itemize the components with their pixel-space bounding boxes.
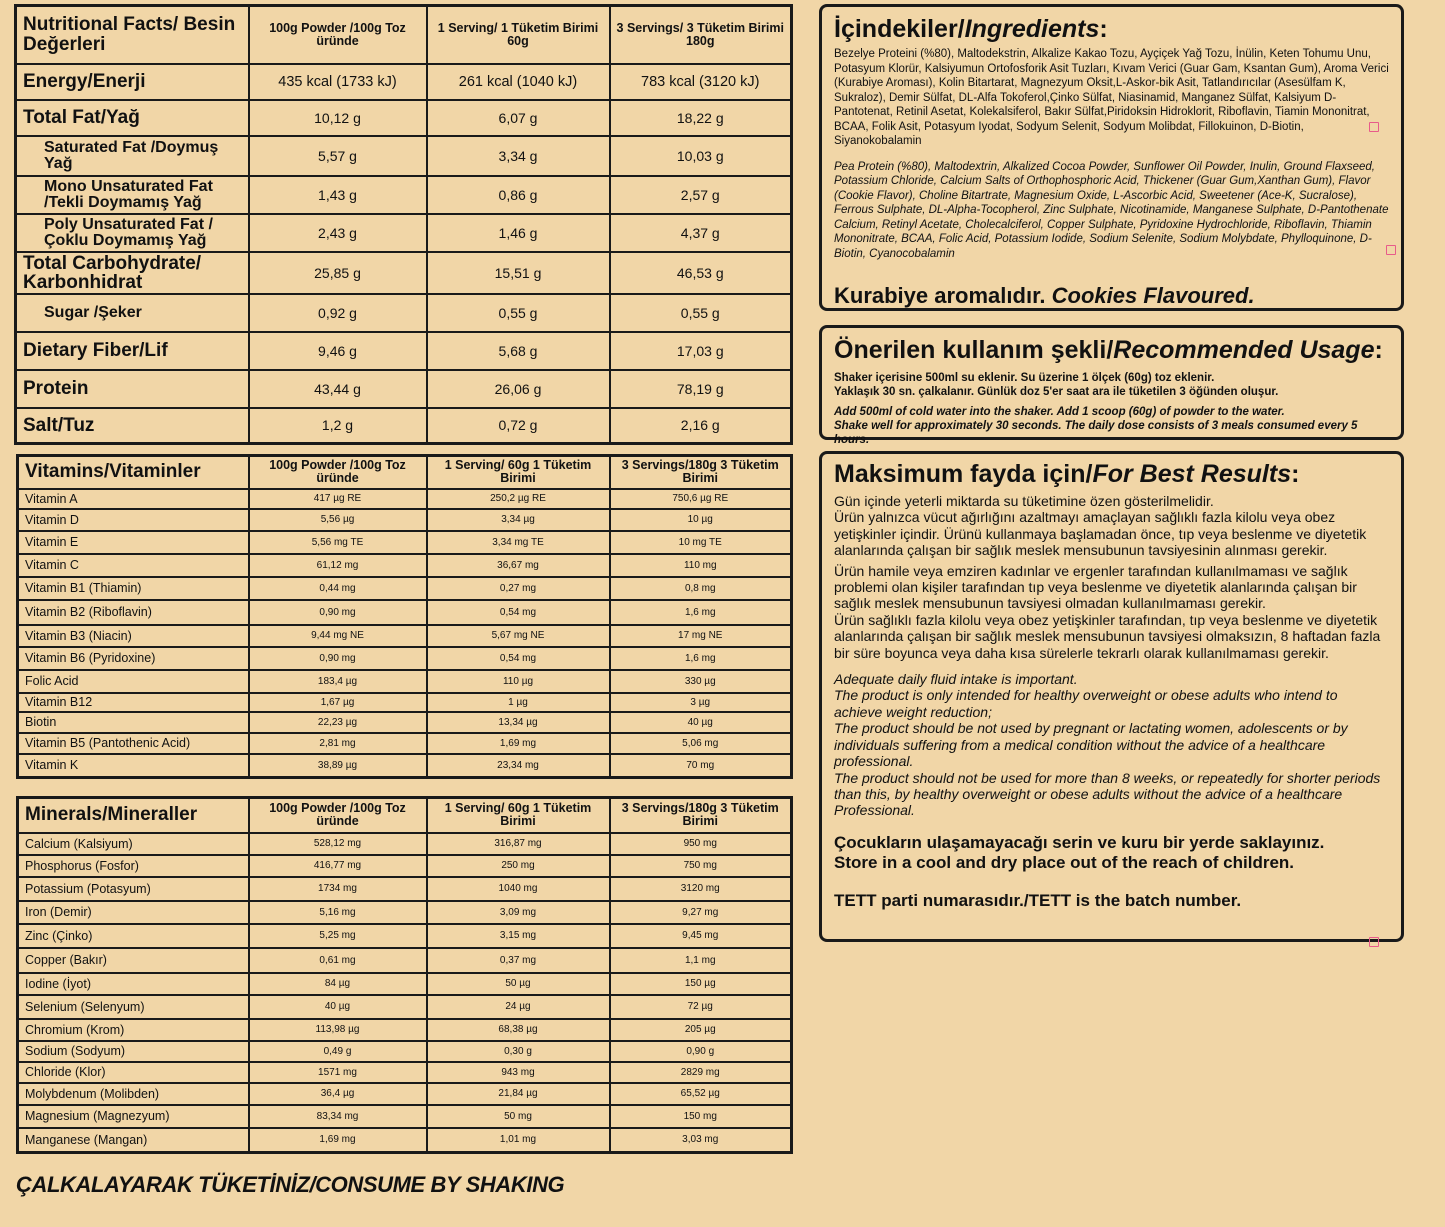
best-title-colon: : xyxy=(1291,460,1300,488)
row-label: Energy/Enerji xyxy=(16,64,249,100)
row-value: 1,69 mg xyxy=(249,1128,427,1153)
row-value: 5,56 mg TE xyxy=(249,531,427,554)
table-row xyxy=(18,1019,792,1041)
table-row xyxy=(18,554,792,577)
row-value: 65,52 µg xyxy=(610,1083,792,1105)
row-value: 1,6 mg xyxy=(610,600,792,625)
best-en-p3: The product should be not used by pregnant or lactating women, adolescents or by individuals suffering from a medical condition without the advice of a healthcare professional. xyxy=(834,720,1348,770)
row-value: 205 µg xyxy=(610,1019,792,1041)
marker-icon xyxy=(1369,122,1379,132)
table-row xyxy=(18,600,792,625)
row-value: 3,34 µg xyxy=(427,509,610,531)
row-label: Sodium (Sodyum) xyxy=(18,1041,249,1062)
row-value: 2,81 mg xyxy=(249,733,427,754)
row-value: 38,89 µg xyxy=(249,754,427,778)
row-value: 36,67 mg xyxy=(427,554,610,577)
table-row xyxy=(18,1128,792,1153)
row-value: 17 mg NE xyxy=(610,625,792,647)
row-value: 61,12 mg xyxy=(249,554,427,577)
row-value: 50 mg xyxy=(427,1105,610,1128)
row-label: Chloride (Klor) xyxy=(18,1062,249,1083)
row-value: 5,56 µg xyxy=(249,509,427,531)
minerals-table xyxy=(16,796,793,1154)
row-value: 83,34 mg xyxy=(249,1105,427,1128)
row-value: 68,38 µg xyxy=(427,1019,610,1041)
minerals-header-3servings: 3 Servings/180g 3 Tüketim Birimi xyxy=(610,798,792,833)
row-value: 943 mg xyxy=(427,1062,610,1083)
row-value: 84 µg xyxy=(249,973,427,995)
row-value: 9,44 mg NE xyxy=(249,625,427,647)
table-row xyxy=(18,531,792,554)
row-value: 26,06 g xyxy=(427,370,610,408)
ingredients-title-tr: İçindekiler/ xyxy=(834,15,965,43)
row-label: Vitamin A xyxy=(18,489,249,509)
row-value: 150 µg xyxy=(610,973,792,995)
usage-title-colon: : xyxy=(1374,336,1383,364)
row-label: Selenium (Selenyum) xyxy=(18,995,249,1019)
usage-box xyxy=(819,325,1404,446)
row-value: 183,4 µg xyxy=(249,670,427,693)
row-label: Iodine (İyot) xyxy=(18,973,249,995)
row-label: Total Fat/Yağ xyxy=(16,100,249,136)
row-label: Vitamin C xyxy=(18,554,249,577)
storage-en: Store in a cool and dry place out of the reach of children. xyxy=(834,852,1295,872)
row-value: 3 µg xyxy=(610,693,792,712)
row-value: 40 µg xyxy=(249,995,427,1019)
best-title-tr: Maksimum fayda için/ xyxy=(834,460,1093,488)
table-row xyxy=(16,176,792,214)
row-value: 15,51 g xyxy=(427,252,610,294)
usage-en-line-2: Shake well for approximately 30 seconds. The daily dose consists of 3 meals consumed every 5 hours. xyxy=(834,420,1358,446)
row-value: 25,85 g xyxy=(249,252,427,294)
table-row xyxy=(16,136,792,176)
best-results-box xyxy=(819,451,1404,942)
table-row xyxy=(18,489,792,509)
row-value: 13,34 µg xyxy=(427,712,610,733)
table-row xyxy=(16,332,792,370)
table-row xyxy=(18,901,792,924)
usage-tr-line-2: Yaklaşık 30 sn. çalkalanır. Günlük doz 5'er saat ara ile tüketilen 3 öğünden oluşur. xyxy=(834,386,1279,398)
row-value: 1,67 µg xyxy=(249,693,427,712)
row-label: Calcium (Kalsiyum) xyxy=(18,833,249,855)
row-value: 750 mg xyxy=(610,855,792,877)
row-value: 1571 mg xyxy=(249,1062,427,1083)
table-row xyxy=(18,833,792,855)
table-row xyxy=(18,1062,792,1083)
row-value: 150 mg xyxy=(610,1105,792,1128)
row-label: Vitamin K xyxy=(18,754,249,778)
vitamins-header-serving: 1 Serving/ 60g 1 Tüketim Birimi xyxy=(427,456,610,489)
row-value: 5,68 g xyxy=(427,332,610,370)
vitamins-header-100g: 100g Powder /100g Toz üründe xyxy=(249,456,427,489)
row-label: Vitamin E xyxy=(18,531,249,554)
marker-icon xyxy=(1369,937,1379,947)
row-value: 9,45 mg xyxy=(610,924,792,948)
best-tr-p2: Ürün yalnızca vücut ağırlığını azaltmayı amaçlayan sağlıklı fazla kilolu veya obez yetişkinler içindir. Ürünü kullanmaya başlamadan önce, tıp veya beslenme ve diyetetik alanlarında çalışan bir sağlık meslek mensubunun tavsiyesinin alınması gerekir. xyxy=(834,509,1367,559)
row-label: Vitamin B2 (Riboflavin) xyxy=(18,600,249,625)
row-value: 110 mg xyxy=(610,554,792,577)
row-value: 783 kcal (3120 kJ) xyxy=(610,64,792,100)
nutrition-header-serving: 1 Serving/ 1 Tüketim Birimi 60g xyxy=(427,6,610,64)
nutrition-header-100g: 100g Powder /100g Toz üründe xyxy=(249,6,427,64)
row-value: 0,72 g xyxy=(427,408,610,444)
row-value: 417 µg RE xyxy=(249,489,427,509)
row-value: 0,54 mg xyxy=(427,647,610,670)
row-value: 0,90 g xyxy=(610,1041,792,1062)
row-value: 3,03 mg xyxy=(610,1128,792,1153)
minerals-header-serving: 1 Serving/ 60g 1 Tüketim Birimi xyxy=(427,798,610,833)
row-value: 0,55 g xyxy=(427,294,610,332)
ingredients-title-en: Ingredients xyxy=(964,15,1100,43)
batch-note: TETT parti numarasıdır./TETT is the batch number. xyxy=(834,890,1242,910)
table-row xyxy=(18,948,792,973)
table-row xyxy=(18,995,792,1019)
best-en-p4: The product should not be used for more than 8 weeks, or repeatedly for shorter periods than this, by healthy overweight or obese adults without the advice of a healthcare Professional. xyxy=(834,769,1381,819)
table-row xyxy=(18,509,792,531)
row-value: 3,15 mg xyxy=(427,924,610,948)
minerals-header-label: Minerals/Mineraller xyxy=(18,798,249,833)
row-value: 3,09 mg xyxy=(427,901,610,924)
table-row xyxy=(18,754,792,778)
ingredients-title xyxy=(834,15,1389,44)
table-row xyxy=(18,877,792,901)
table-row xyxy=(18,855,792,877)
row-value: 6,07 g xyxy=(427,100,610,136)
vitamins-table xyxy=(16,454,793,779)
row-value: 72 µg xyxy=(610,995,792,1019)
best-tr-p3: Ürün hamile veya emziren kadınlar ve ergenler tarafından kullanılmaması ve sağlık problemi olan kişiler tarafından tıp veya beslenme ve diyetetik alanlarında çalışan bir sağlık meslek mensubunun tavsiyesi olmadan kullanılmaması gerekir. xyxy=(834,562,1357,612)
marker-icon xyxy=(1386,245,1396,255)
row-value: 21,84 µg xyxy=(427,1083,610,1105)
storage-note xyxy=(834,833,1389,873)
best-en-p1: Adequate daily fluid intake is important. xyxy=(834,671,1078,688)
row-label: Protein xyxy=(16,370,249,408)
flavour-tr: Kurabiye aromalıdır. xyxy=(834,283,1052,308)
row-value: 110 µg xyxy=(427,670,610,693)
table-row xyxy=(18,1083,792,1105)
table-row xyxy=(16,64,792,100)
row-label: Manganese (Mangan) xyxy=(18,1128,249,1153)
row-value: 1,46 g xyxy=(427,214,610,252)
row-label: Total Carbohydrate/ Karbonhidrat xyxy=(16,252,249,294)
row-value: 3,34 mg TE xyxy=(427,531,610,554)
row-value: 0,92 g xyxy=(249,294,427,332)
row-label: Vitamin B1 (Thiamin) xyxy=(18,577,249,600)
row-value: 0,8 mg xyxy=(610,577,792,600)
flavour-en: Cookies Flavoured. xyxy=(1051,283,1255,308)
row-value: 750,6 µg RE xyxy=(610,489,792,509)
row-value: 0,27 mg xyxy=(427,577,610,600)
usage-title-tr: Önerilen kullanım şekli/ xyxy=(834,336,1114,364)
row-value: 4,37 g xyxy=(610,214,792,252)
row-label: Sugar /Şeker xyxy=(16,294,249,332)
usage-tr-line-1: Shaker içerisine 500ml su eklenir. Su üzerine 1 ölçek (60g) toz eklenir. xyxy=(834,372,1215,384)
best-tr-p1: Gün içinde yeterli miktarda su tüketimine özen gösterilmelidir. xyxy=(834,493,1214,509)
row-value: 9,46 g xyxy=(249,332,427,370)
table-row xyxy=(18,924,792,948)
table-row xyxy=(18,625,792,647)
row-label: Dietary Fiber/Lif xyxy=(16,332,249,370)
row-label: Saturated Fat /Doymuş Yağ xyxy=(16,136,249,176)
table-row xyxy=(16,294,792,332)
table-row xyxy=(18,733,792,754)
row-value: 528,12 mg xyxy=(249,833,427,855)
table-row xyxy=(18,1041,792,1062)
row-value: 10 µg xyxy=(610,509,792,531)
row-value: 1,1 mg xyxy=(610,948,792,973)
row-label: Magnesium (Magnezyum) xyxy=(18,1105,249,1128)
row-value: 23,34 mg xyxy=(427,754,610,778)
row-value: 18,22 g xyxy=(610,100,792,136)
row-value: 0,61 mg xyxy=(249,948,427,973)
row-value: 1,6 mg xyxy=(610,647,792,670)
row-value: 2,16 g xyxy=(610,408,792,444)
row-value: 316,87 mg xyxy=(427,833,610,855)
row-value: 40 µg xyxy=(610,712,792,733)
row-value: 435 kcal (1733 kJ) xyxy=(249,64,427,100)
row-value: 250 mg xyxy=(427,855,610,877)
row-label: Iron (Demir) xyxy=(18,901,249,924)
ingredients-text-tr: Bezelye Proteini (%80), Maltodekstrin, Alkalize Kakao Tozu, Ayçiçek Yağ Tozu, İnülin, Keten Tohumu Unu, Potasyum Klorür, Kalsiyumun Ortofosforik Asit Tuzları, Kıvam Verici (Guar Gam, Ksantan Gum), Aroma Verici (Kurabiye Aroması), Kolin Bitartarat, Magnezyum Oksit,L-Askor-bik Asit, Tatlandırıcılar (Asesülfam K, Sukraloz), Demir Sülfat, DL-Alfa Tokoferol,Çinko Sülfat, Niasinamid, Manganez Sülfat, Kalsiyum D-Pantotenat, Retinil Asetat, Kolekalsiferol, Bakır Sülfat,Piridoksin Hidroklorit, Riboflavin, Tiamin Mononitrat, BCAA, Folik Asit, Potasyum Iyodat, Sodyum Selenit, Sodyum Molibdat, Fillokuinon, D-Biotin, Siyanokobalamin xyxy=(834,48,1389,147)
row-value: 5,57 g xyxy=(249,136,427,176)
row-label: Mono Unsaturated Fat /Tekli Doymamış Yağ xyxy=(16,176,249,214)
table-row xyxy=(18,712,792,733)
row-value: 113,98 µg xyxy=(249,1019,427,1041)
row-label: Vitamin B6 (Pyridoxine) xyxy=(18,647,249,670)
minerals-header-100g: 100g Powder /100g Toz üründe xyxy=(249,798,427,833)
table-row xyxy=(18,693,792,712)
nutrition-header-label: Nutritional Facts/ Besin Değerleri xyxy=(16,6,249,64)
row-value: 10,03 g xyxy=(610,136,792,176)
row-label: Salt/Tuz xyxy=(16,408,249,444)
ingredients-text-en: Pea Protein (%80), Maltodextrin, Alkalized Cocoa Powder, Sunflower Oil Powder, Inulin, Ground Flaxseed, Potassium Chloride, Calcium Salts of Orthophosphoric Acid, Thickener (Guar Gum,Xanthan Gum), Flavor (Cookie Flavor), Choline Bitartrate, Magnesium Oxide, L-Ascorbic Acid, Sweetener (Ace-K, Sucralose), Ferrous Sulphate, DL-Alpha-Tocopherol, Zinc Sulphate, Nicotinamide, Manganese Sulphate, D-Pantothenate Calcium, Retinyl Acetate, Cholecalciferol, Copper Sulphate, Pyridoxine Hydrochloride, Riboflavin, Thiamin Mononitrate, BCAA, Folic Acid, Potassium Iodide, Sodium Selenite, Sodium Molybdate, Phylloquinone, D-Biotin, Cyanocobalamin xyxy=(834,160,1389,260)
table-row xyxy=(16,100,792,136)
usage-en-line-1: Add 500ml of cold water into the shaker. Add 1 scoop (60g) of powder to the water. xyxy=(834,406,1285,418)
row-value: 17,03 g xyxy=(610,332,792,370)
row-value: 2829 mg xyxy=(610,1062,792,1083)
usage-title-en: Recommended Usage xyxy=(1113,336,1375,364)
storage-tr: Çocukların ulaşamayacağı serin ve kuru bir yerde saklayınız. xyxy=(834,832,1325,852)
row-value: 46,53 g xyxy=(610,252,792,294)
row-value: 1,43 g xyxy=(249,176,427,214)
row-value: 0,54 mg xyxy=(427,600,610,625)
footer-instruction: ÇALKALAYARAK TÜKETİNİZ/CONSUME BY SHAKING xyxy=(16,1172,565,1197)
row-value: 78,19 g xyxy=(610,370,792,408)
ingredients-box xyxy=(819,4,1404,311)
row-value: 0,49 g xyxy=(249,1041,427,1062)
ingredients-title-colon: : xyxy=(1099,15,1108,43)
best-en-p2: The product is only intended for healthy overweight or obese adults who intend to achieve weight reduction; xyxy=(834,687,1338,720)
row-label: Molybdenum (Molibden) xyxy=(18,1083,249,1105)
row-label: Phosphorus (Fosfor) xyxy=(18,855,249,877)
row-label: Biotin xyxy=(18,712,249,733)
best-title-en: For Best Results xyxy=(1092,460,1292,488)
row-value: 9,27 mg xyxy=(610,901,792,924)
row-value: 1,01 mg xyxy=(427,1128,610,1153)
table-row xyxy=(16,252,792,294)
row-value: 0,44 mg xyxy=(249,577,427,600)
row-label: Zinc (Çinko) xyxy=(18,924,249,948)
table-row xyxy=(16,370,792,408)
row-label: Copper (Bakır) xyxy=(18,948,249,973)
table-row xyxy=(16,214,792,252)
row-value: 5,16 mg xyxy=(249,901,427,924)
row-value: 10,12 g xyxy=(249,100,427,136)
table-row xyxy=(18,1105,792,1128)
row-value: 5,06 mg xyxy=(610,733,792,754)
row-value: 1040 mg xyxy=(427,877,610,901)
best-tr-p4: Ürün sağlıklı fazla kilolu veya obez yetişkinler tarafından, tıp veya beslenme ve diyetetik alanlarında çalışan bir sağlık meslek mensubunun tavsiyesi olmaksızın, 8 haftadan fazla bir süre boyunca veya daha kısa sürelerle tekrarlı olarak kullanılmaması gerekir. xyxy=(834,611,1381,661)
usage-title xyxy=(834,336,1389,365)
row-value: 43,44 g xyxy=(249,370,427,408)
table-row xyxy=(16,408,792,444)
row-value: 330 µg xyxy=(610,670,792,693)
row-value: 0,37 mg xyxy=(427,948,610,973)
table-row xyxy=(18,670,792,693)
row-value: 3,34 g xyxy=(427,136,610,176)
row-value: 1,69 mg xyxy=(427,733,610,754)
row-value: 2,43 g xyxy=(249,214,427,252)
row-value: 950 mg xyxy=(610,833,792,855)
row-label: Chromium (Krom) xyxy=(18,1019,249,1041)
row-value: 50 µg xyxy=(427,973,610,995)
vitamins-header-label: Vitamins/Vitaminler xyxy=(18,456,249,489)
row-label: Poly Unsaturated Fat /Çoklu Doymamış Yağ xyxy=(16,214,249,252)
row-value: 24 µg xyxy=(427,995,610,1019)
row-value: 1 µg xyxy=(427,693,610,712)
row-label: Vitamin B5 (Pantothenic Acid) xyxy=(18,733,249,754)
row-value: 0,55 g xyxy=(610,294,792,332)
row-value: 36,4 µg xyxy=(249,1083,427,1105)
row-label: Vitamin D xyxy=(18,509,249,531)
row-value: 5,25 mg xyxy=(249,924,427,948)
row-value: 1,2 g xyxy=(249,408,427,444)
row-value: 261 kcal (1040 kJ) xyxy=(427,64,610,100)
best-title xyxy=(834,460,1389,489)
row-value: 250,2 µg RE xyxy=(427,489,610,509)
table-row xyxy=(18,647,792,670)
row-value: 5,67 mg NE xyxy=(427,625,610,647)
vitamins-header-3servings: 3 Servings/180g 3 Tüketim Birimi xyxy=(610,456,792,489)
row-value: 0,90 mg xyxy=(249,647,427,670)
row-value: 0,30 g xyxy=(427,1041,610,1062)
row-value: 1734 mg xyxy=(249,877,427,901)
nutrition-header-3servings: 3 Servings/ 3 Tüketim Birimi 180g xyxy=(610,6,792,64)
table-row xyxy=(18,577,792,600)
row-value: 70 mg xyxy=(610,754,792,778)
row-value: 22,23 µg xyxy=(249,712,427,733)
row-value: 10 mg TE xyxy=(610,531,792,554)
row-value: 0,86 g xyxy=(427,176,610,214)
flavour-note xyxy=(834,283,1389,309)
row-label: Potassium (Potasyum) xyxy=(18,877,249,901)
row-value: 3120 mg xyxy=(610,877,792,901)
row-value: 0,90 mg xyxy=(249,600,427,625)
table-row xyxy=(18,973,792,995)
row-label: Folic Acid xyxy=(18,670,249,693)
row-value: 2,57 g xyxy=(610,176,792,214)
row-label: Vitamin B12 xyxy=(18,693,249,712)
row-label: Vitamin B3 (Niacin) xyxy=(18,625,249,647)
nutrition-table xyxy=(14,4,793,445)
row-value: 416,77 mg xyxy=(249,855,427,877)
